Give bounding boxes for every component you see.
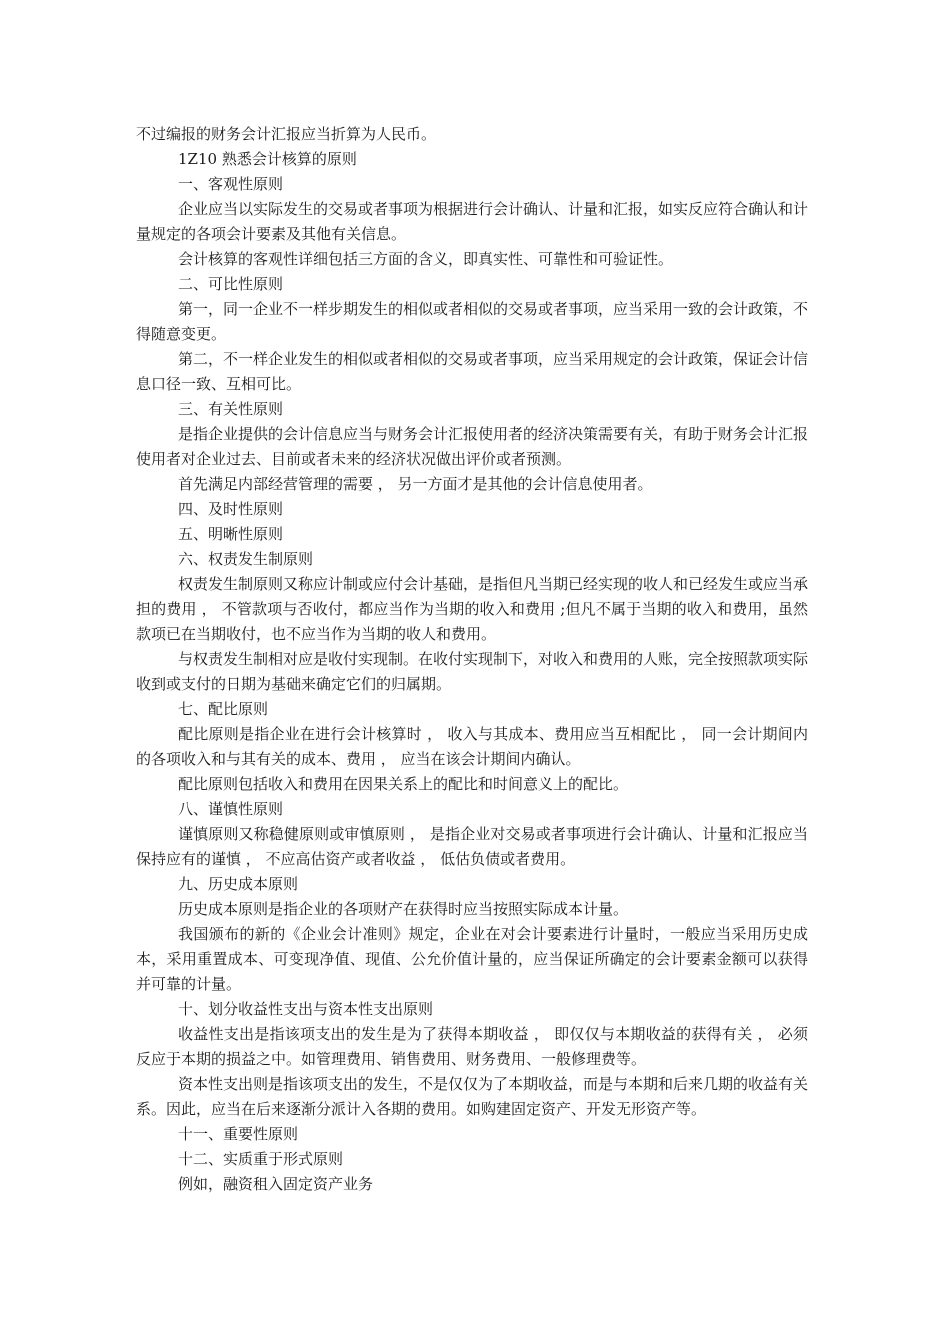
- section-heading: 九、历史成本原则: [178, 875, 299, 893]
- paragraph: 企业应当以实际发生的交易或者事项为根据进行会计确认、计量和汇报，如实反应符合确认和计量规定的各项会计要素及其他有关信息。: [136, 200, 809, 243]
- section-heading: 七、配比原则: [178, 700, 269, 718]
- paragraph: 会计核算的客观性详细包括三方面的含义，即真实性、可靠性和可验证性。: [178, 250, 674, 268]
- paragraph: 不过编报的财务会计汇报应当折算为人民币。: [136, 125, 437, 143]
- paragraph: 例如，融资租入固定资产业务: [178, 1175, 374, 1193]
- paragraph: 首先满足内部经营管理的需要 ， 另一方面才是其他的会计信息使用者。: [178, 475, 653, 493]
- section-heading: 四、及时性原则: [178, 500, 284, 518]
- paragraph: 配比原则包括收入和费用在因果关系上的配比和时间意义上的配比。: [178, 775, 629, 793]
- section-heading: 一、客观性原则: [178, 175, 284, 193]
- paragraph: 配比原则是指企业在进行会计核算时 ， 收入与其成本、费用应当互相配比 ， 同一会计期间内的各项收入和与其有关的成本、费用 ， 应当在该会计期间内确认。: [136, 725, 808, 768]
- section-heading: 十二、实质重于形式原则: [178, 1150, 344, 1168]
- paragraph: 收益性支出是指该项支出的发生是为了获得本期收益 ， 即仅仅与本期收益的获得有关 ， 必须反应于本期的损益之中。如管理费用、销售费用、财务费用、一般修理费等。: [136, 1025, 808, 1068]
- paragraph: 历史成本原则是指企业的各项财产在获得时应当按照实际成本计量。: [178, 900, 629, 918]
- paragraph: 是指企业提供的会计信息应当与财务会计汇报使用者的经济决策需要有关，有助于财务会计汇报使用者对企业过去、目前或者未来的经济状况做出评价或者预测。: [136, 425, 809, 468]
- paragraph: 权责发生制原则又称应计制或应付会计基础，是指但凡当期已经实现的收人和已经发生或应当承担的费用 ， 不管款项与否收付，都应当作为当期的收入和费用 ;但凡不属于当期的收入和费用，虽然款项已在当期收付，也不应当作为当期的收人和费用。: [136, 575, 809, 643]
- paragraph: 与权责发生制相对应是收付实现制。在收付实现制下，对收入和费用的人账，完全按照款项实际收到或支付的日期为基础来确定它们的归属期。: [136, 650, 809, 693]
- section-heading: 三、有关性原则: [178, 400, 284, 418]
- paragraph: 第二，不一样企业发生的相似或者相似的交易或者事项，应当采用规定的会计政策，保证会计信息口径一致、互相可比。: [136, 350, 809, 393]
- section-heading: 八、谨慎性原则: [178, 800, 284, 818]
- paragraph: 我国颁布的新的《企业会计准则》规定，企业在对会计要素进行计量时，一般应当采用历史成本，采用重置成本、可变现净值、现值、公允价值计量的，应当保证所确定的会计要素金额可以获得并可靠的计量。: [136, 925, 808, 993]
- section-heading: 十、划分收益性支出与资本性支出原则: [178, 1000, 434, 1018]
- section-heading: 十一、重要性原则: [178, 1125, 299, 1143]
- section-heading: 1Z10 熟悉会计核算的原则: [178, 150, 357, 168]
- section-heading: 二、可比性原则: [178, 275, 284, 293]
- paragraph: 谨慎原则又称稳健原则或审慎原则 ， 是指企业对交易或者事项进行会计确认、计量和汇报应当保持应有的谨慎 ， 不应高估资产或者收益 ， 低估负债或者费用。: [136, 825, 808, 868]
- section-heading: 五、明晰性原则: [178, 525, 284, 543]
- paragraph: 资本性支出则是指该项支出的发生，不是仅仅为了本期收益，而是与本期和后来几期的收益有关系。因此，应当在后来逐渐分派计入各期的费用。如购建固定资产、开发无形资产等。: [136, 1075, 809, 1118]
- section-heading: 六、权责发生制原则: [178, 550, 314, 568]
- document-page: [136, 122, 808, 1197]
- paragraph: 第一，同一企业不一样步期发生的相似或者相似的交易或者事项，应当采用一致的会计政策，不得随意变更。: [136, 300, 809, 343]
